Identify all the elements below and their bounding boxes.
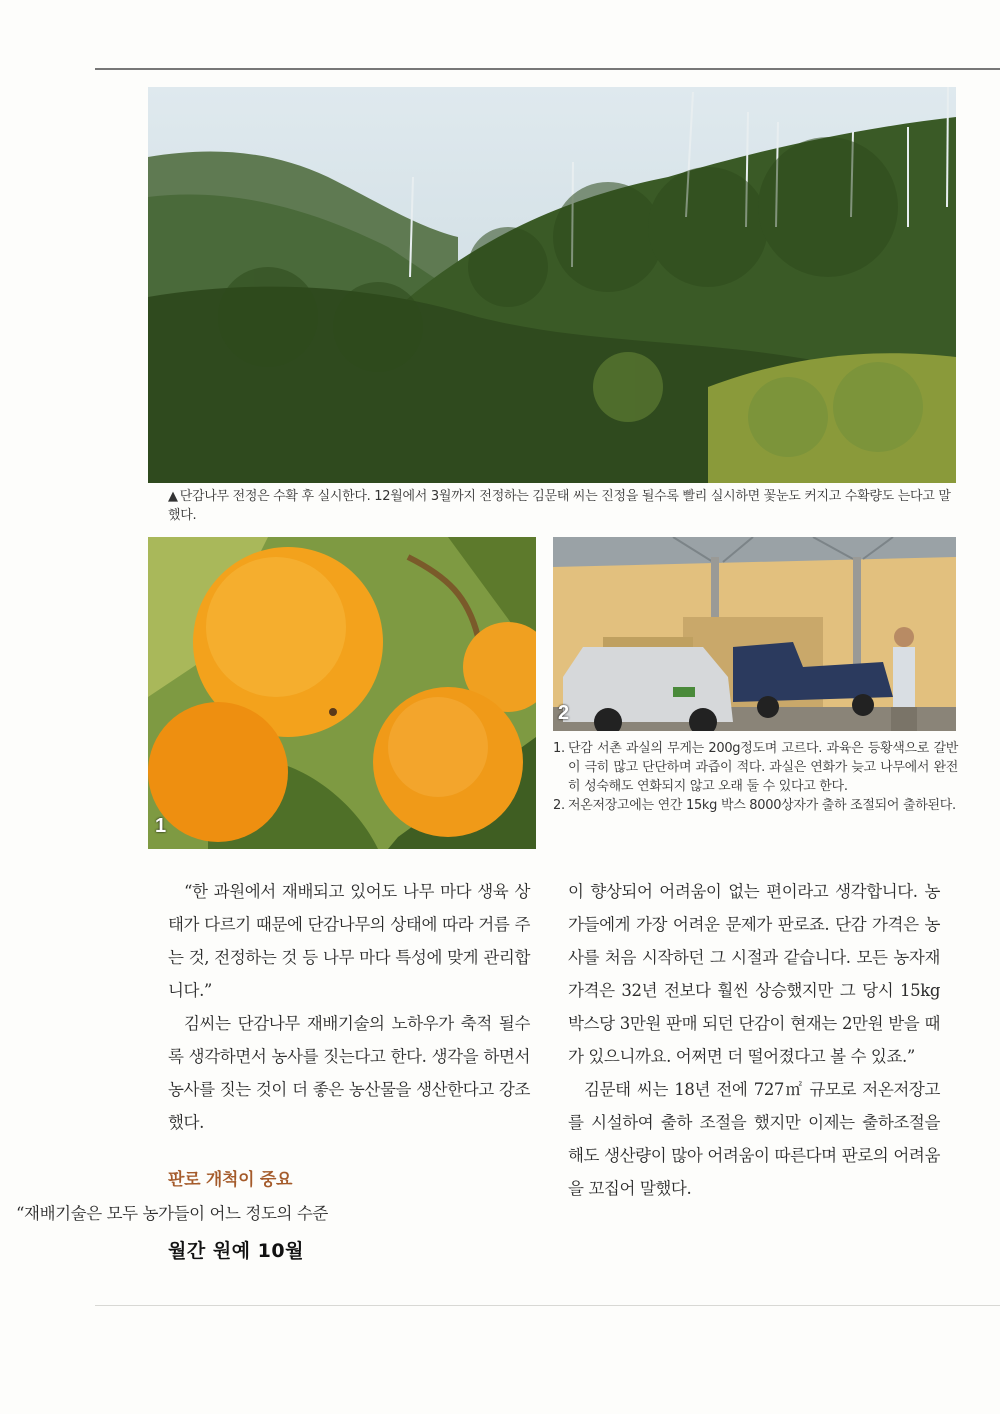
section-subheading: 판로 개척이 중요 <box>168 1170 293 1190</box>
body-column-left-continued <box>0 1197 362 1230</box>
photo-number-2: 2 <box>558 702 570 724</box>
bottom-rule <box>95 1305 1000 1306</box>
body-column-left <box>168 875 530 1139</box>
orchard-photo <box>148 87 956 483</box>
body-column-right <box>568 875 940 1205</box>
body-paragraph: “한 과원에서 재배되고 있어도 나무 마다 생육 상태가 다르기 때문에 단감나무의 상태에 따라 거름 주는 것, 전정하는 것 등 나무 마다 특성에 맞게 관리합니다.” <box>168 882 530 1000</box>
photo-captions-list <box>553 739 958 815</box>
caption-item-2 <box>553 796 958 815</box>
persimmon-photo <box>148 537 536 849</box>
caption-text: 단감 서촌 과실의 무게는 200g정도며 고르다. 과육은 등황색으로 갈반이 극히 많고 단단하며 과즙이 적다. 과실은 연화가 늦고 나무에서 완전히 성숙해도 연화되지 않고 오래 둘 수 있다고 한다. <box>568 741 958 794</box>
photo-number-1: 1 <box>155 815 167 837</box>
triangle-marker-icon: ▲ <box>168 489 178 504</box>
caption-item-1 <box>553 739 958 796</box>
orchard-caption-text: 단감나무 전정은 수확 후 실시한다. 12월에서 3월까지 전정하는 김문태 씨는 진정을 될수록 빨리 실시하면 꽃눈도 커지고 수확량도 는다고 말했다. <box>168 489 951 523</box>
top-rule <box>95 68 1000 70</box>
caption-text: 저온저장고에는 연간 15kg 박스 8000상자가 출하 조절되어 출하된다. <box>568 798 956 813</box>
storage-photo <box>553 537 956 731</box>
caption-index: 1. <box>553 741 565 756</box>
body-paragraph: “재배기술은 모두 농가들이 어느 정도의 수준 <box>16 1204 328 1223</box>
orchard-caption <box>168 487 958 525</box>
body-paragraph: 김문태 씨는 18년 전에 727㎡ 규모로 저온저장고를 시설하여 출하 조절을 했지만 이제는 출하조절을 해도 생산량이 많아 어려움이 따른다며 판로의 어려움을 꼬집어 말했다. <box>568 1080 940 1198</box>
magazine-footer-title: 월간 원예 10월 <box>168 1240 304 1262</box>
body-paragraph: 이 향상되어 어려움이 없는 편이라고 생각합니다. 농가들에게 가장 어려운 문제가 판로죠. 단감 가격은 농사를 처음 시작하던 그 시절과 같습니다. 모든 농자재 가격은 32년 전보다 훨씬 상승했지만 그 당시 15kg 박스당 3만원 판매 되던 단감이 현재는 2만원 받을 때가 있으니까요. 어쩌면 더 떨어졌다고 볼 수 있죠.” <box>568 882 940 1066</box>
caption-index: 2. <box>553 798 565 813</box>
body-paragraph: 김씨는 단감나무 재배기술의 노하우가 축적 될수록 생각하면서 농사를 짓는다고 한다. 생각을 하면서 농사를 짓는 것이 더 좋은 농산물을 생산한다고 강조했다. <box>168 1014 530 1132</box>
